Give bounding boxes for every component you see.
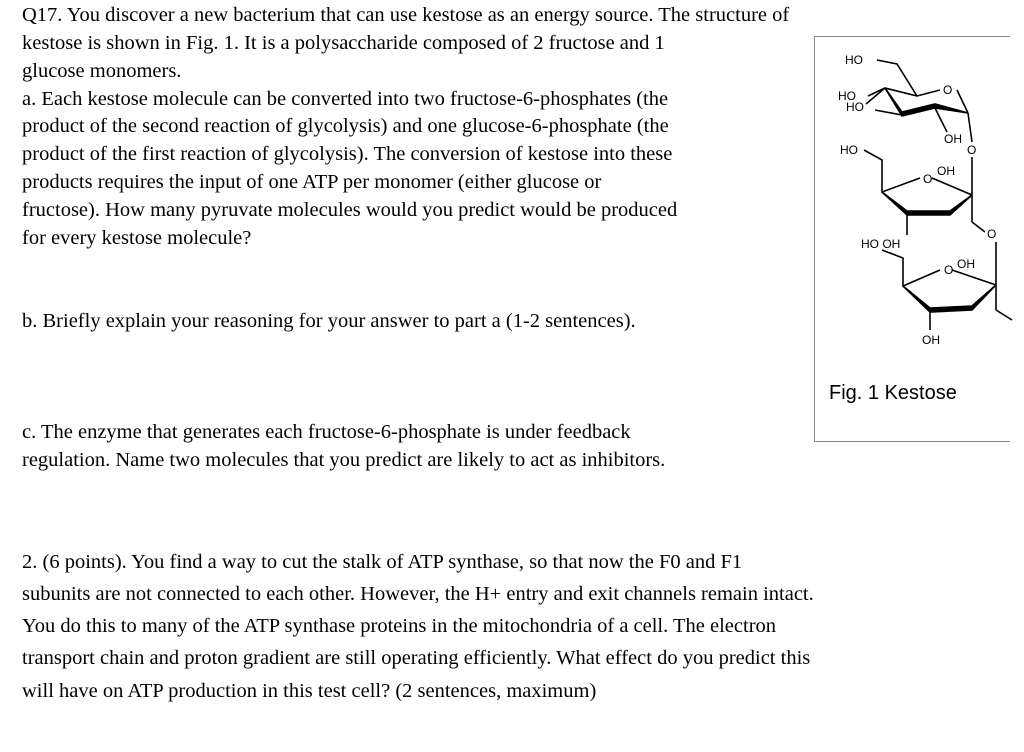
part-c-line: c. The enzyme that generates each fructose-6-phosphate is under feedback xyxy=(22,421,631,443)
svg-text:O: O xyxy=(967,143,977,157)
q17-line: Q17. You discover a new bacterium that can use kestose as an energy source. The structure of xyxy=(22,4,790,26)
q17-line: product of the second reaction of glycolysis) and one glucose-6-phosphate (the xyxy=(22,115,669,137)
svg-text:OH: OH xyxy=(957,257,975,271)
q2-line: You do this to many of the ATP synthase proteins in the mitochondria of a cell. The electron xyxy=(22,615,777,637)
svg-text:O: O xyxy=(944,263,954,277)
svg-text:HO OH: HO OH xyxy=(861,237,901,251)
svg-text:O: O xyxy=(943,83,953,97)
q2-line: subunits are not connected to each other. However, the H+ entry and exit channels remain intact. xyxy=(22,583,814,605)
svg-text:OH: OH xyxy=(922,333,940,347)
svg-text:HO: HO xyxy=(838,89,856,103)
svg-text:O: O xyxy=(923,172,933,186)
svg-text:HO: HO xyxy=(840,143,858,157)
q17-line: for every kestose molecule? xyxy=(22,227,252,249)
svg-text:HO: HO xyxy=(845,53,863,67)
part-b: b. Briefly explain your reasoning for your answer to part a (1-2 sentences). xyxy=(22,310,636,332)
figure-caption: Fig. 1 Kestose xyxy=(829,382,957,404)
part-c-line: regulation. Name two molecules that you predict are likely to act as inhibitors. xyxy=(22,449,666,471)
q17-line: a. Each kestose molecule can be converted into two fructose-6-phosphates (the xyxy=(22,88,669,110)
q17-line: product of the first reaction of glycolysis). The conversion of kestose into these xyxy=(22,143,673,165)
q17-line: products requires the input of one ATP per monomer (either glucose or xyxy=(22,171,602,193)
svg-text:OH: OH xyxy=(944,132,962,146)
q17-line: fructose). How many pyruvate molecules would you predict would be produced xyxy=(22,199,678,221)
svg-text:OH: OH xyxy=(937,164,955,178)
svg-text:HO: HO xyxy=(846,100,864,114)
q17-line: glucose monomers. xyxy=(22,60,182,82)
svg-text:O: O xyxy=(987,227,997,241)
q17-line: kestose is shown in Fig. 1. It is a polysaccharide composed of 2 fructose and 1 xyxy=(22,32,665,54)
q2-line: will have on ATP production in this test cell? (2 sentences, maximum) xyxy=(22,680,597,702)
q2-line: transport chain and proton gradient are still operating efficiently. What effect do you predict this xyxy=(22,647,811,669)
q2-line: 2. (6 points). You find a way to cut the stalk of ATP synthase, so that now the F0 and F1 xyxy=(22,551,743,573)
